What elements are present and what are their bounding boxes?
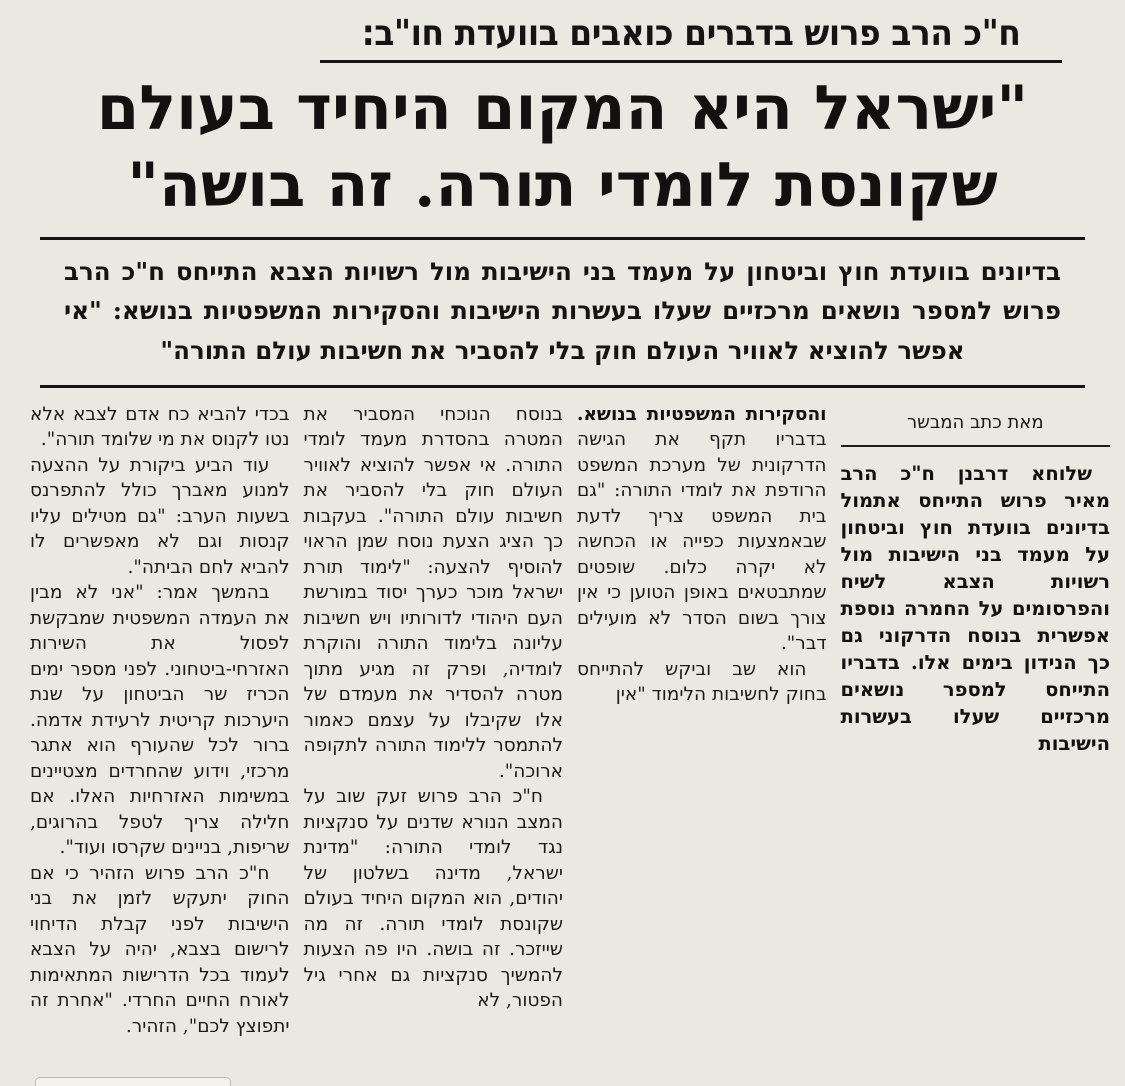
subheadline: בדיונים בוועדת חוץ וביטחון על מעמד בני הישיבות מול רשויות הצבא התייחס ח"כ הרב פרוש למספר נושאים מרכזיים שעלו בעשרות הישיבות והסקירות המשפטיות בנושא: "אי אפשר להוציא לאוויר העולם חוק בלי להסביר את חשיבות עולם התורה" — [40, 237, 1085, 388]
intro-paragraph — [841, 460, 1110, 757]
article-body — [30, 402, 1110, 1040]
paragraph: הוא שב וביקש להתייחס בחוק לחשיבות הלימוד "אין — [577, 658, 827, 706]
intro-bold-text: שלוחא דרבנן ח"כ הרב מאיר פרוש התייחס אתמול בדיונים בוועדת חוץ וביטחון על מעמד בני הישיבות מול רשויות הצבא לשיח והפרסומים על החמרה נוספת אפשרית בנוסח הדרקוני גם כך הנידון בימים אלו. בדבריו התייחס למספר נושאים מרכזיים שעלו בעשרות הישיבות — [840, 462, 1110, 756]
paragraph-text: בדבריו תקף את הגישה הדרקונית של מערכת המשפט הרודפת את לומדי התורה: "גם בית המשפט צריך לדעת שבאמצעות כפייה או הכחשה לא יקרה כלום. שופטים שמתבטאים באופן הטוען כי אין צורך בשום הסדר לא מועילים דבר". — [577, 429, 827, 655]
paragraph: ח"כ הרב פרוש זעק שוב על המצב הנורא שדנים על סנקציות נגד לומדי התורה: "מדינת ישראל, מדינה בשלטון של יהודים, הוא המקום היחיד בעולם שקונסת לומדי תורה. זה מה שייזכר. זה בושה. היו פה הצעות להמשיך סנקציות גם אחרי גיל הפטור, לא — [303, 786, 563, 1012]
article-column-4 — [30, 402, 290, 1040]
kicker-text: ח"כ הרב פרוש בדברים כואבים בוועדת חו"ב: — [361, 11, 1021, 54]
headline-line-1: "ישראל היא המקום היחיד בעולם — [96, 73, 1029, 144]
paragraph: עוד הביע ביקורת על ההצעה למנוע מאברך כולל להתפרנס בשעות הערב: "גם מטילים עליו קנסות וגם לא מאפשרים לו להביא לחם הביתה". — [30, 454, 290, 578]
paragraph: בנוסח הנוכחי המסביר את המטרה בהסדרת מעמד לומדי התורה. אי אפשר להוציא לאוויר העולם חוק בלי להסביר את חשיבות עולם התורה". בעקבות כך הציג הצעת נוסח שמן הראוי להוסיף להצעה: "לימוד תורת ישראל מוכר כערך יסוד במורשת העם היהודי לדורותיו ויש חשיבות עליונה בלימוד התורה והוקרת לומדיה, ופרק זה מגיע מתוך מטרה להסדיר את מעמדם של אלו שקיבלו על עצמם כאמור להתמסר ללימוד התורה לתקופה ארוכה". — [303, 403, 563, 782]
article-column-2 — [577, 402, 827, 708]
bottom-element-edge — [35, 1077, 231, 1086]
kicker — [320, 13, 1062, 63]
paragraph: ח"כ הרב פרוש הזהיר כי אם החוק יתעקש לזמן את בני הישיבות לפני קבלת הדיחוי לרישום בצבא, יהיה על הצבא לעמוד בכל הדרישות המתאימות לאורח החיים החרדי. "אחרת זה יתפוצץ לכם", הזהיר. — [30, 862, 290, 1037]
paragraph: בהמשך אמר: "אני לא מבין את העמדה המשפטית שמבקשת לפסול את השירות האזרחי-ביטחוני. לפני מספר ימים הכריז שר הביטחון על שנת היערכות קריטית לרעידת אדמה. ברור לכל שהעורף הוא אתגר מרכזי, וידוע שהחרדים מצטיינים במשימות האזרחיות האלו. אם חלילה צריך לטפל בהרוגים, שריפות, בניינים שקרסו ועוד". — [30, 582, 290, 859]
byline: מאת כתב המבשר — [841, 402, 1110, 448]
article-column-3 — [304, 402, 564, 1014]
article-column-1-intro — [841, 402, 1110, 758]
bold-lead-continuation: והסקירות המשפטיות בנושא. — [577, 403, 827, 425]
headline-line-2: שקונסת לומדי תורה. זה בושה" — [127, 149, 998, 221]
paragraph — [577, 402, 827, 657]
main-headline — [45, 71, 1080, 225]
paragraph: בכדי להביא כח אדם לצבא אלא נטו לקנוס את מי שלומד תורה". — [30, 403, 290, 451]
